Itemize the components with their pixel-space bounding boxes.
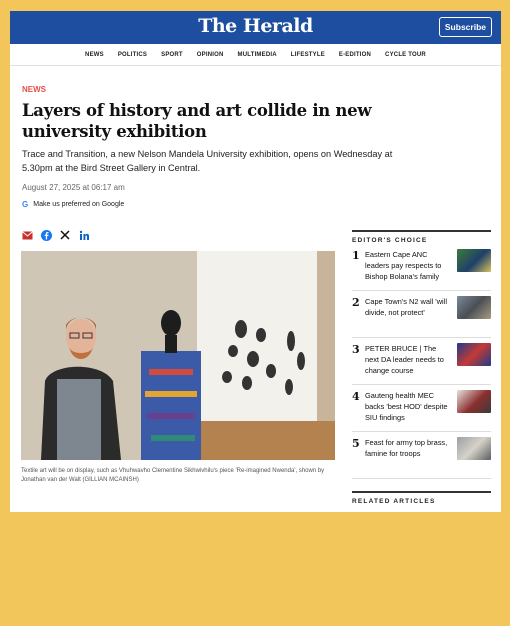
editors-choice-item[interactable] — [352, 244, 491, 291]
nav-item-cycle-tour[interactable]: CYCLE TOUR — [385, 51, 426, 58]
nav-item-sport[interactable]: SPORT — [161, 51, 183, 58]
related-heading: RELATED ARTICLES — [352, 498, 436, 505]
related-articles — [352, 491, 491, 505]
share-bar — [21, 229, 90, 241]
item-thumbnail[interactable] — [457, 249, 491, 272]
item-title[interactable]: Cape Town's N2 wall 'will divide, not protect' — [365, 297, 447, 317]
item-thumbnail[interactable] — [457, 296, 491, 319]
item-thumbnail[interactable] — [457, 437, 491, 460]
publish-date: August 27, 2025 at 06:17 am — [22, 183, 125, 192]
nav-item-opinion[interactable]: OPINION — [196, 51, 224, 58]
google-preferred-label: Make us preferred on Google — [33, 201, 125, 208]
facebook-icon[interactable] — [40, 229, 52, 241]
nav-item-multimedia[interactable]: MULTIMEDIA — [237, 51, 277, 58]
nav-item-politics[interactable]: POLITICS — [117, 51, 148, 58]
item-number: 3 — [352, 343, 360, 356]
sidebar-heading: EDITOR'S CHOICE — [352, 237, 428, 244]
headline: Layers of history and art collide in new university exhibition — [22, 101, 372, 141]
item-number: 4 — [352, 390, 360, 403]
article-photo[interactable] — [21, 251, 335, 460]
x-icon[interactable] — [59, 229, 71, 241]
google-icon: G — [22, 200, 29, 209]
item-title[interactable]: Eastern Cape ANC leaders pay respects to Bishop Bolana's family — [365, 250, 442, 281]
article-page — [10, 11, 501, 512]
masthead — [10, 11, 501, 44]
item-title[interactable]: Feast for army top brass, famine for troops — [365, 438, 448, 458]
item-number: 1 — [352, 249, 360, 262]
article-header — [22, 85, 482, 209]
sidebar-divider — [352, 230, 491, 232]
linkedin-icon[interactable] — [78, 229, 90, 241]
email-icon[interactable] — [21, 229, 33, 241]
photo-caption: Textile art will be on display, such as Vhuhwavho Clementine Sikhwivhilu's piece 'Re-imagined Nwenda', shown by Jonathan van der Walt (GILLIAN MCAINSH) — [21, 468, 325, 483]
item-number: 5 — [352, 437, 360, 450]
site-logo[interactable]: The Herald — [198, 15, 313, 37]
nav-item-news[interactable]: NEWS — [85, 51, 104, 58]
section-label[interactable]: NEWS — [22, 85, 46, 94]
editors-choice-item[interactable] — [352, 385, 491, 432]
google-preferred-link[interactable] — [22, 200, 482, 209]
related-divider — [352, 491, 491, 493]
editors-choice — [352, 230, 491, 479]
nav-item-lifestyle[interactable]: LIFESTYLE — [290, 51, 325, 58]
item-title[interactable]: Gauteng health MEC backs 'best HOD' despite SIU findings — [365, 391, 448, 422]
main-nav — [10, 44, 501, 66]
editors-choice-item[interactable] — [352, 432, 491, 479]
nav-item-e-edition[interactable]: E-EDITION — [338, 51, 372, 58]
item-title[interactable]: PETER BRUCE | The next DA leader needs to change course — [365, 344, 444, 375]
editors-choice-item[interactable] — [352, 338, 491, 385]
subscribe-button[interactable]: Subscribe — [439, 17, 492, 37]
standfirst: Trace and Transition, a new Nelson Mandela University exhibition, opens on Wednesday at 5.30pm at the Bird Street Gallery in Central. — [22, 149, 393, 173]
editors-choice-item[interactable] — [352, 291, 491, 338]
item-number: 2 — [352, 296, 360, 309]
item-thumbnail[interactable] — [457, 343, 491, 366]
item-thumbnail[interactable] — [457, 390, 491, 413]
